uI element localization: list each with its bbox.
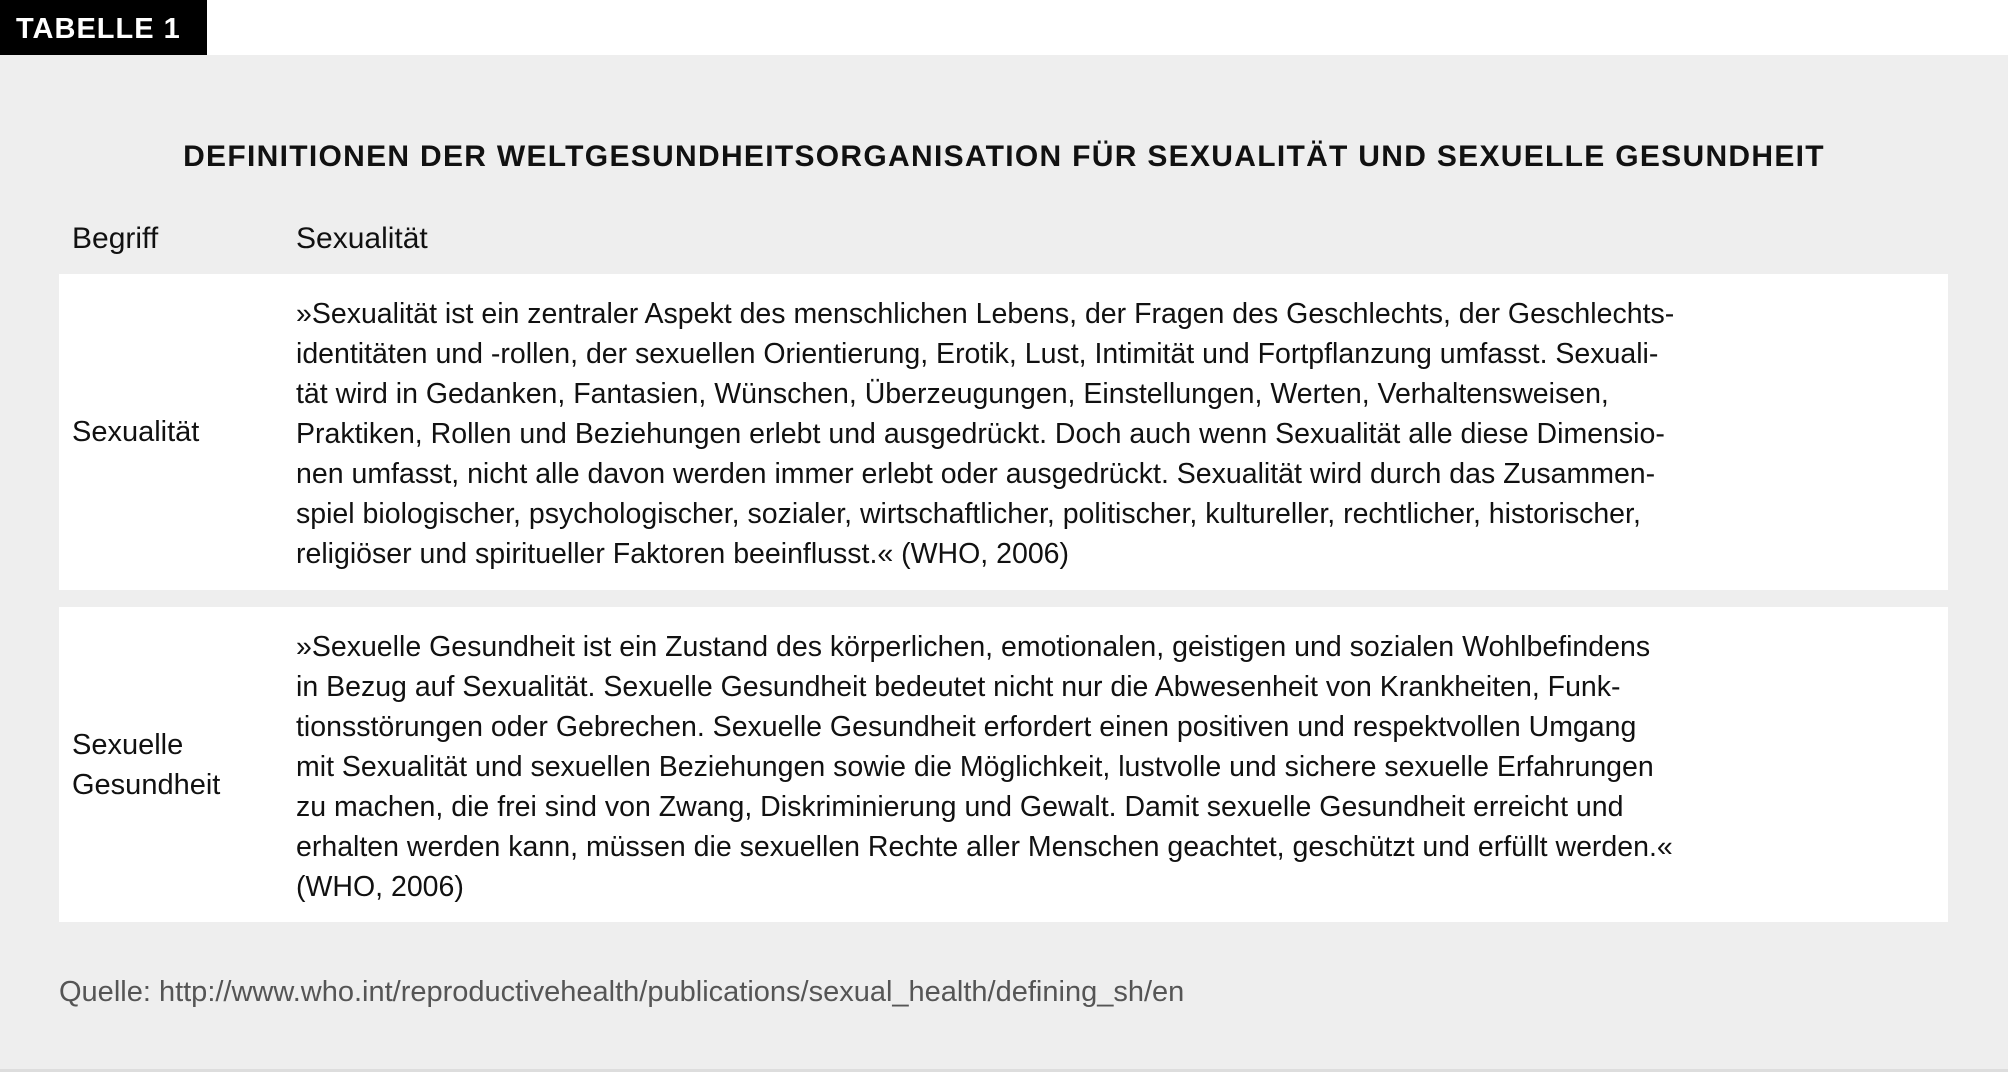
definition-line: Praktiken, Rollen und Beziehungen erlebt und ausgedrückt. Doch auch wenn Sexualität alle diese Dimensio- bbox=[296, 418, 1665, 450]
definition-line: tionsstörungen oder Gebrechen. Sexuelle Gesundheit erfordert einen positiven und respektvollen Umgang bbox=[296, 711, 1637, 743]
row-definition bbox=[296, 627, 1673, 907]
table-row-sexualitaet bbox=[59, 274, 1948, 590]
header-term: Begriff bbox=[72, 222, 159, 255]
row-term bbox=[72, 725, 220, 805]
definition-line: spiel biologischer, psychologischer, sozialer, wirtschaftlicher, politischer, kultureller, rechtlicher, historischer, bbox=[296, 498, 1641, 530]
definition-line: mit Sexualität und sexuellen Beziehungen sowie die Möglichkeit, lustvolle und sichere sexuelle Erfahrungen bbox=[296, 751, 1654, 783]
definition-line: identitäten und -rollen, der sexuellen Orientierung, Erotik, Lust, Intimität und Fortpflanzung umfasst. Sexuali- bbox=[296, 338, 1659, 370]
definition-line: erhalten werden kann, müssen die sexuellen Rechte aller Menschen geachtet, geschützt und erfüllt werden.« bbox=[296, 831, 1673, 863]
row-definition bbox=[296, 294, 1674, 574]
header-definition: Sexualität bbox=[296, 222, 428, 255]
definition-line: zu machen, die frei sind von Zwang, Diskriminierung und Gewalt. Damit sexuelle Gesundheit erreicht und bbox=[296, 791, 1624, 823]
definition-line: »Sexuelle Gesundheit ist ein Zustand des körperlichen, emotionalen, geistigen und sozialen Wohlbefindens bbox=[296, 631, 1651, 663]
definition-line: (WHO, 2006) bbox=[296, 871, 464, 903]
table-badge: TABELLE 1 bbox=[0, 0, 207, 55]
definition-line: religiöser und spiritueller Faktoren beeinflusst.« (WHO, 2006) bbox=[296, 538, 1070, 570]
definition-line: tät wird in Gedanken, Fantasien, Wünschen, Überzeugungen, Einstellungen, Werten, Verhaltensweisen, bbox=[296, 378, 1609, 410]
definition-line: »Sexualität ist ein zentraler Aspekt des menschlichen Lebens, der Fragen des Geschlechts, der Geschlechts- bbox=[296, 298, 1675, 330]
definition-line: in Bezug auf Sexualität. Sexuelle Gesundheit bedeutet nicht nur die Abwesenheit von Krankheiten, Funk- bbox=[296, 671, 1621, 703]
table-title: DEFINITIONEN DER WELTGESUNDHEITSORGANISATION FÜR SEXUALITÄT UND SEXUELLE GESUNDHEIT bbox=[183, 140, 1825, 173]
term-line: Sexuelle bbox=[72, 729, 184, 761]
definition-line: nen umfasst, nicht alle davon werden immer erlebt oder ausgedrückt. Sexualität wird durch das Zusammen- bbox=[296, 458, 1656, 490]
source-note: Quelle: http://www.who.int/reproductivehealth/publications/sexual_health/defining_sh/en bbox=[59, 976, 1185, 1008]
table-row-sexuelle-gesundheit bbox=[59, 607, 1948, 922]
row-term: Sexualität bbox=[72, 416, 200, 448]
term-line: Gesundheit bbox=[72, 769, 221, 801]
